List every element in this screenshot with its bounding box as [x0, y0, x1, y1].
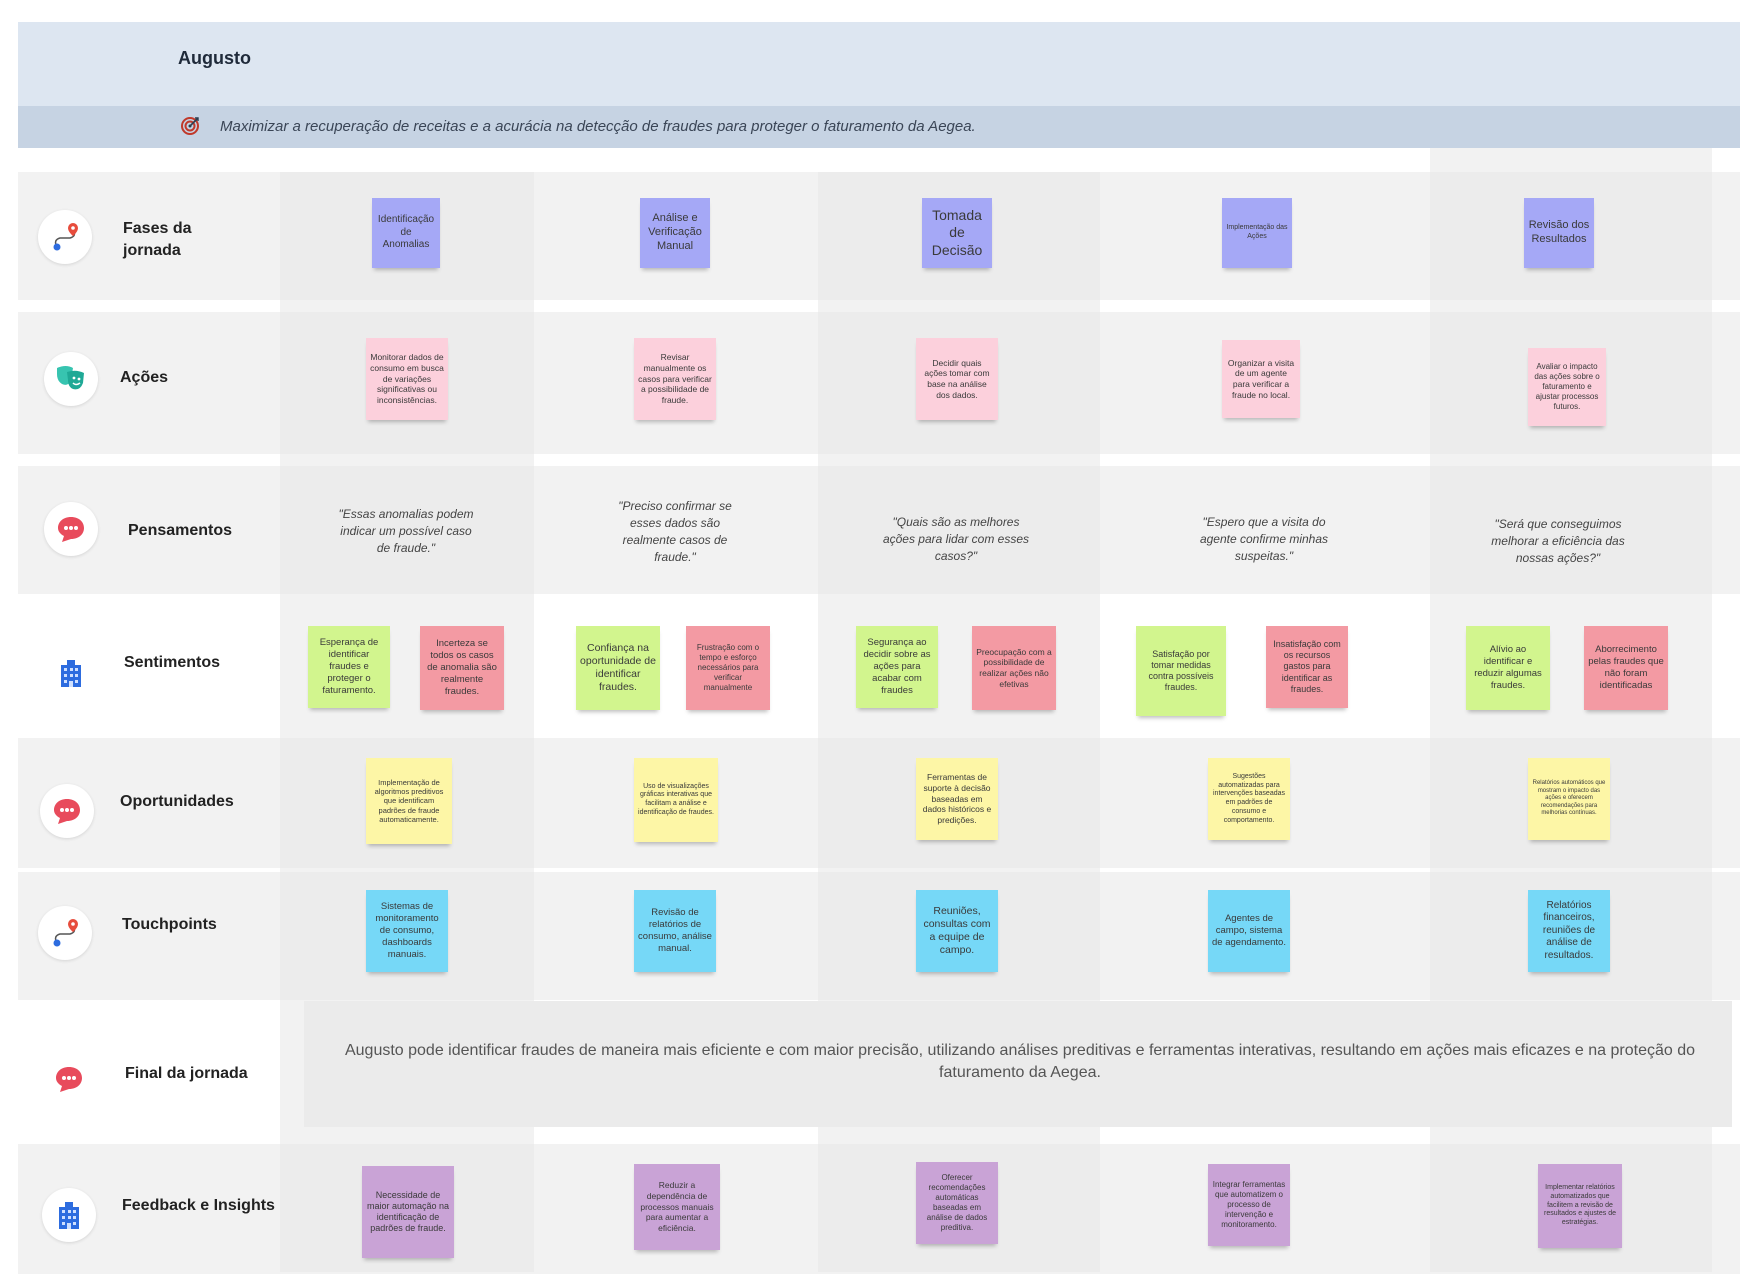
feedback-sticky[interactable]: Reduzir a dependência de processos manuais para aumentar a eficiência.	[634, 1164, 720, 1250]
opportunity-sticky[interactable]: Ferramentas de suporte à decisão baseadas em dados históricos e predições.	[916, 758, 998, 840]
phase-sticky[interactable]: Identificação de Anomalias	[372, 198, 440, 268]
feedback-sticky[interactable]: Necessidade de maior automação na identificação de padrões de fraude.	[362, 1166, 454, 1258]
chat-bubble-icon	[40, 784, 94, 838]
thought-text: "Espero que a visita do agente confirme minhas suspeitas."	[1199, 515, 1329, 563]
row-label-touchpoints: Touchpoints	[122, 916, 217, 933]
building-icon	[44, 646, 98, 700]
goal-text: Maximizar a recuperação de receitas e a acurácia na detecção de fraudes para proteger o faturamento da Aegea.	[220, 118, 976, 135]
opportunity-sticky[interactable]: Relatórios automáticos que mostram o impacto das ações e oferecem recomendações para melhorias contínuas.	[1528, 758, 1610, 840]
route-icon	[38, 210, 92, 264]
route-icon	[38, 906, 92, 960]
feeling-negative-sticky[interactable]: Frustração com o tempo e esforço necessários para verificar manualmente	[686, 626, 770, 710]
building-icon	[42, 1188, 96, 1242]
feeling-negative-sticky[interactable]: Incerteza se todos os casos de anomalia são realmente fraudes.	[420, 626, 504, 710]
action-sticky[interactable]: Organizar a visita de um agente para verificar a fraude no local.	[1222, 340, 1300, 418]
persona-header	[18, 22, 1740, 106]
thought-text: "Preciso confirmar se esses dados são realmente casos de fraude."	[618, 499, 732, 564]
action-sticky[interactable]: Avaliar o impacto das ações sobre o faturamento e ajustar processos futuros.	[1528, 348, 1606, 426]
row-label-sentimentos: Sentimentos	[124, 654, 221, 671]
chat-bubble-icon	[42, 1052, 96, 1106]
phase-sticky[interactable]: Implementação das Ações	[1222, 198, 1292, 268]
action-sticky[interactable]: Monitorar dados de consumo em busca de variações significativas ou inconsistências.	[366, 338, 448, 420]
persona-name: Augusto	[178, 48, 251, 68]
feeling-positive-sticky[interactable]: Satisfação por tomar medidas contra possíveis fraudes.	[1136, 626, 1226, 716]
feeling-negative-sticky[interactable]: Aborrecimento pelas fraudes que não foram identificadas	[1584, 626, 1668, 710]
thought-text: "Quais são as melhores ações para lidar com esses casos?"	[882, 515, 1030, 563]
touchpoint-sticky[interactable]: Revisão de relatórios de consumo, análise manual.	[634, 890, 716, 972]
feedback-sticky[interactable]: Implementar relatórios automatizados que facilitem a revisão de resultados e ajustes de estratégias.	[1538, 1164, 1622, 1248]
feeling-positive-sticky[interactable]: Alívio ao identificar e reduzir algumas fraudes.	[1466, 626, 1550, 710]
feeling-negative-sticky[interactable]: Preocupação com a possibilidade de realizar ações não efetivas	[972, 626, 1056, 710]
action-sticky[interactable]: Decidir quais ações tomar com base na análise dos dados.	[916, 338, 998, 420]
thought-text: "Será que conseguimos melhorar a eficiência das nossas ações?"	[1491, 517, 1625, 565]
feedback-sticky[interactable]: Integrar ferramentas que automatizem o processo de intervenção e monitoramento.	[1208, 1164, 1290, 1246]
touchpoint-sticky[interactable]: Sistemas de monitoramento de consumo, dashboards manuais.	[366, 890, 448, 972]
feeling-positive-sticky[interactable]: Esperança de identificar fraudes e proteger o faturamento.	[308, 626, 390, 708]
opportunity-sticky[interactable]: Implementação de algoritmos preditivos que identificam padrões de fraude automaticamente.	[366, 758, 452, 844]
touchpoint-sticky[interactable]: Agentes de campo, sistema de agendamento.	[1208, 890, 1290, 972]
goal-bar	[18, 106, 1740, 148]
thought-text: "Essas anomalias podem indicar um possível caso de fraude."	[338, 507, 474, 555]
feeling-negative-sticky[interactable]: Insatisfação com os recursos gastos para identificar as fraudes.	[1266, 626, 1348, 708]
row-label-oportunidades: Oportunidades	[120, 793, 234, 810]
row-label-fases: Fases da jornada	[123, 220, 192, 259]
opportunity-sticky[interactable]: Sugestões automatizadas para intervenções baseadas em padrões de consumo e comportamento.	[1208, 758, 1290, 840]
action-sticky[interactable]: Revisar manualmente os casos para verificar a possibilidade de fraude.	[634, 338, 716, 420]
theater-masks-icon	[44, 352, 98, 406]
row-label-feedback: Feedback e Insights	[122, 1197, 275, 1214]
feedback-sticky[interactable]: Oferecer recomendações automáticas baseadas em análise de dados preditiva.	[916, 1162, 998, 1244]
feeling-positive-sticky[interactable]: Segurança ao decidir sobre as ações para acabar com fraudes	[856, 626, 938, 708]
phase-sticky[interactable]: Revisão dos Resultados	[1524, 198, 1594, 268]
chat-bubble-icon	[44, 502, 98, 556]
row-label-acoes: Ações	[120, 369, 169, 386]
phase-sticky[interactable]: Análise e Verificação Manual	[640, 198, 710, 268]
row-label-final: Final da jornada	[125, 1065, 248, 1082]
touchpoint-sticky[interactable]: Relatórios financeiros, reuniões de análise de resultados.	[1528, 890, 1610, 972]
final-text: Augusto pode identificar fraudes de maneira mais eficiente e com maior precisão, utilizando análises preditivas e ferramentas interativas, resultando em ações mais eficazes e na proteção do faturamento da Aegea.	[344, 1042, 1696, 1081]
row-label-pensamentos: Pensamentos	[128, 522, 233, 539]
feeling-positive-sticky[interactable]: Confiança na oportunidade de identificar fraudes.	[576, 626, 660, 710]
touchpoint-sticky[interactable]: Reuniões, consultas com a equipe de campo.	[916, 890, 998, 972]
target-icon	[180, 116, 200, 136]
opportunity-sticky[interactable]: Uso de visualizações gráficas interativas que facilitam a análise e identificação de fraudes.	[634, 758, 718, 842]
phase-sticky[interactable]: Tomada de Decisão	[922, 198, 992, 268]
